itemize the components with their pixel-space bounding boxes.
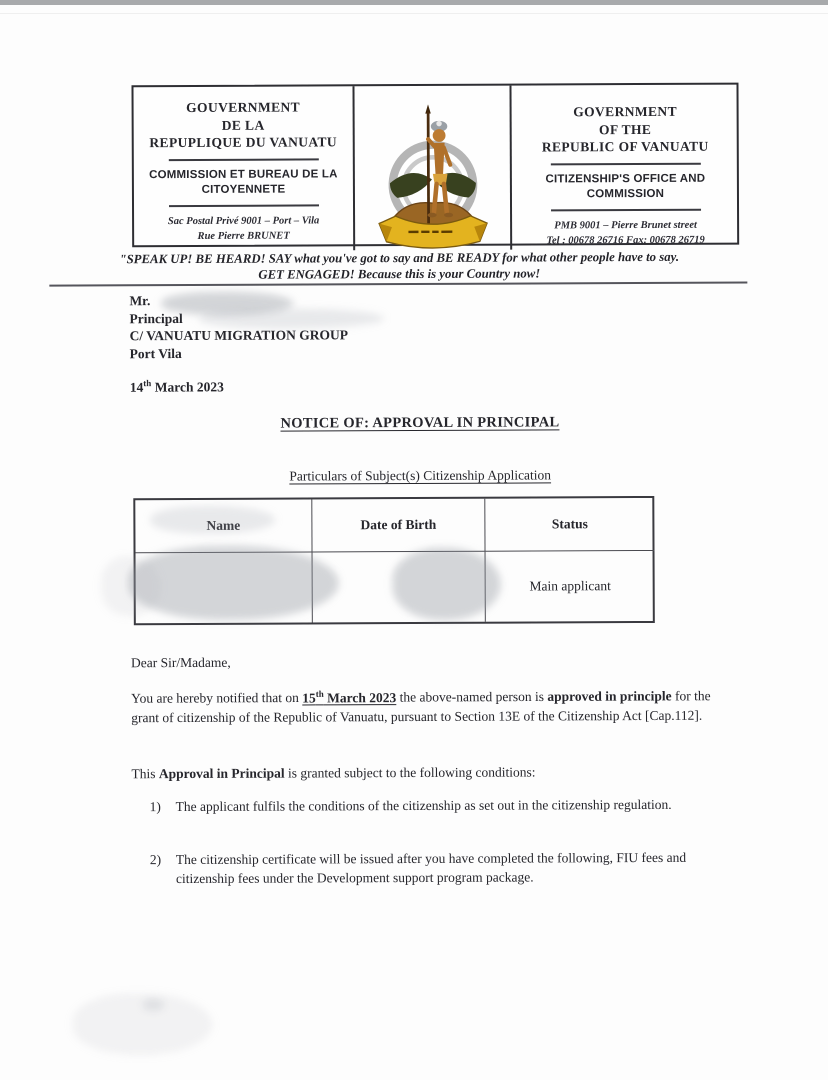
postal-line: Sac Postal Privé 9001 – Port – Vila <box>167 214 320 227</box>
date-day: 14 <box>129 379 144 395</box>
org-title-french <box>134 98 353 152</box>
redaction-blur-name-margin <box>101 556 161 616</box>
vanuatu-coat-of-arms-emblem <box>363 99 502 250</box>
org-title-line: REPUPLIQUE DU VANUATU <box>149 134 338 151</box>
postal-line: Tel : 00678 26716 Fax: 00678 26719 <box>546 234 705 247</box>
date-ordinal: th <box>143 378 152 389</box>
org-title-line: DE LA <box>221 117 265 133</box>
org-title-line: OF THE <box>598 121 652 137</box>
recipient-title: Principal <box>129 310 183 326</box>
column-header-name: Name <box>135 499 312 553</box>
column-header-date-of-birth: Date of Birth <box>312 499 485 553</box>
divider <box>550 162 700 165</box>
cell-applicant-status: Main applicant <box>529 578 611 594</box>
condition-item-2 <box>150 848 716 889</box>
dept-name-english <box>512 171 739 202</box>
postal-line: PMB 9001 – Pierre Brunet street <box>554 219 697 231</box>
p1-date-day: 15 <box>302 689 316 705</box>
org-title-line: REPUBLIC OF VANUATU <box>541 138 709 155</box>
recipient-salutation: Mr. <box>129 293 151 309</box>
redaction-blur-date-of-birth <box>393 548 501 620</box>
p1-post: for the grant of citizenship of the Republic of Vanuatu, pursuant to Section 13E of the Citizenship Act [Cap.112]. <box>131 688 711 725</box>
org-title-english <box>512 97 739 157</box>
postal-address-english <box>512 217 739 249</box>
letterhead-emblem-cell <box>352 86 512 251</box>
dept-line: COMMISSION <box>586 187 665 200</box>
paragraph-notification <box>131 686 723 727</box>
letterhead <box>131 83 739 248</box>
redaction-blur-recipient-title-suffix <box>199 308 384 329</box>
p2-pre: This <box>131 766 159 782</box>
postal-address-french <box>134 213 353 245</box>
dept-line: CITOYENNETE <box>201 183 286 196</box>
condition-number: 2) <box>149 852 162 868</box>
p1-approval-date <box>302 690 396 705</box>
letterhead-english-cell <box>511 85 739 250</box>
condition-text: The applicant fulfils the conditions of the citizenship as set out in the citizenship regulation. <box>175 796 672 815</box>
motto <box>49 249 749 285</box>
letterhead-french-cell <box>133 86 353 251</box>
motto-line-2: GET ENGAGED! Because this is your Country now! <box>258 266 541 283</box>
dept-line: CITIZENSHIP'S OFFICE AND <box>545 172 706 186</box>
p1-approved-in-principle: approved in principle <box>547 688 672 704</box>
condition-item-1 <box>150 795 716 817</box>
p1-date-ordinal: th <box>315 688 324 699</box>
condition-number: 1) <box>149 799 161 815</box>
recipient-city: Port Vila <box>129 345 182 361</box>
p2-approval-in-principal: Approval in Principal <box>158 765 285 782</box>
p1-date-rest: March 2023 <box>323 689 397 705</box>
table-caption: Particulars of Subject(s) Citizenship Application <box>289 467 552 484</box>
dept-line: COMMISSION ET BUREAU DE LA <box>149 167 338 181</box>
column-header-status: Status <box>485 498 654 552</box>
divider <box>168 158 318 161</box>
notice-title: NOTICE OF: APPROVAL IN PRINCIPAL <box>280 414 560 432</box>
greeting: Dear Sir/Madame, <box>130 654 231 671</box>
p2-post: is granted subject to the following conditions: <box>284 764 536 781</box>
dept-name-french <box>134 167 353 198</box>
p1-mid: the above-named person is <box>396 688 548 705</box>
org-title-line: GOVERNMENT <box>573 103 678 120</box>
divider <box>169 204 319 207</box>
recipient-care-of: C/ VANUATU MIGRATION GROUP <box>129 327 348 344</box>
paragraph-conditions-intro <box>131 762 723 784</box>
scan-artifact-mark <box>142 998 164 1011</box>
divider <box>551 208 701 211</box>
p1-pre: You are hereby notified that on <box>131 689 303 706</box>
postal-line: Rue Pierre BRUNET <box>197 230 290 243</box>
date-rest: March 2023 <box>151 379 224 395</box>
condition-text: The citizenship certificate will be issued after you have completed the following, FIU fees and citizenship fees under the Development support program package. <box>175 849 687 887</box>
motto-line-1: "SPEAK UP! BE HEARD! SAY what you've got to say and BE READY for what other people have to say. <box>119 249 680 267</box>
org-title-line: GOUVERNMENT <box>186 99 301 115</box>
letter-date <box>130 378 224 396</box>
